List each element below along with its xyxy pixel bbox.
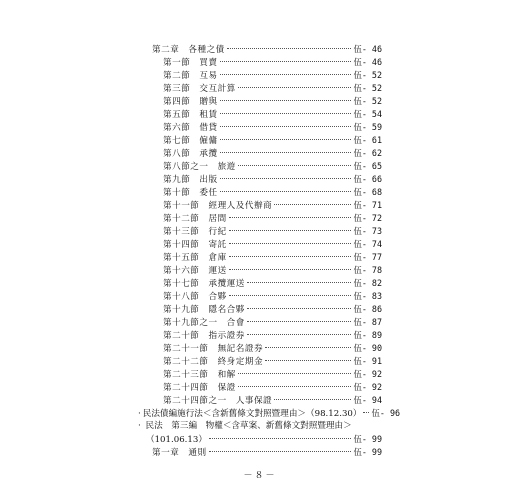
dot-leader [220,74,352,75]
toc-entry [163,173,382,186]
toc-entry-page: 伍- 62 [353,148,382,158]
toc-entry-title: 第三節 交互計算 [163,84,236,94]
dot-leader [220,139,352,140]
toc-entry-title: 第八節之一 旅遊 [163,162,236,172]
toc-entry-page: 伍- 65 [353,161,382,171]
bullet-icon: · [138,409,141,419]
toc-entry [163,108,382,121]
toc-entry-page: 伍- 68 [353,187,382,197]
toc-entry-title: 第十六節 運送 [163,266,227,276]
dot-leader [220,113,352,114]
toc-entry-page: 伍- 90 [353,343,382,353]
toc-entry [163,394,382,407]
toc-entry-title: 第四節 贈與 [163,97,218,107]
toc-entry-title: 民法債編施行法＜含新舊條文對照暨理由＞（98.12.30） [142,409,362,419]
toc-entry-title: 第十九節 隱名合夥 [163,305,245,315]
toc-entry-act [138,407,401,420]
dot-leader [247,321,352,322]
toc-entry [163,160,382,173]
dot-leader [265,347,351,348]
toc-entry-page: 伍- 77 [353,252,382,262]
toc-entry-title: 第七節 僱傭 [163,136,218,146]
dot-leader [227,48,352,49]
toc-entry [163,82,382,95]
toc-entry-continuation [146,433,382,446]
toc-entry-title: 第十四節 寄託 [163,240,227,250]
toc-entry-title: 第十九節之一 合會 [163,318,245,328]
toc-entry-page: 伍- 82 [353,278,382,288]
dot-leader [220,191,352,192]
toc-entry [163,69,382,82]
toc-entry-page: 伍- 89 [353,330,382,340]
toc-entry [163,121,382,134]
toc-entry-page: 伍- 73 [353,226,382,236]
toc-entry-page: 伍- 54 [353,109,382,119]
dot-leader [238,373,352,374]
toc-entry-page: 伍- 96 [371,408,401,418]
toc-entry [163,342,382,355]
toc-entry-title: 第十三節 行紀 [163,227,227,237]
toc-entry-page: 伍- 59 [353,122,382,132]
toc-entry [163,199,382,212]
toc-entry [163,264,382,277]
dot-leader [247,282,352,283]
dot-leader [220,100,352,101]
toc-entry [163,238,382,251]
toc-entry-title: 第二十一節 無記名證券 [163,344,264,354]
toc-entry-title: 第十二節 居間 [163,214,227,224]
toc-entry-title: 第六節 借貸 [163,123,218,133]
dot-leader [229,269,352,270]
dot-leader [229,217,352,218]
toc-entry-page: 伍- 92 [353,382,382,392]
toc-entry-title: 第二十二節 終身定期金 [163,357,264,367]
toc-entry-page: 伍- 87 [353,317,382,327]
dot-leader [209,451,352,452]
toc-entry-page: 伍- 46 [353,57,382,67]
toc-entry-title: 第二節 互易 [163,71,218,81]
toc-entry-title: 第五節 租賃 [163,110,218,120]
dot-leader [274,399,351,400]
toc-entry [163,303,382,316]
toc-entry-title: 第二十四節之一 人事保證 [163,396,273,406]
toc-entry-title: 第一章 通則 [152,448,207,458]
toc-entry-title: 第二章 各種之債 [152,45,225,55]
toc-entry-page: 伍- 66 [353,174,382,184]
toc-entry [163,290,382,303]
toc-entry-page: 伍- 74 [353,239,382,249]
toc-entry-page: 伍- 52 [353,70,382,80]
toc-entry-title: 民法 第三編 物權＜含草案、新舊條文對照暨理由＞ [145,421,352,431]
page-number: －８－ [243,471,277,481]
dot-leader [247,308,352,309]
dot-leader [220,126,352,127]
toc-entry-page: 伍- 52 [353,96,382,106]
toc-entry-page: 伍- 92 [353,369,382,379]
toc-entry-title: 第二十四節 保證 [163,383,236,393]
toc-entry-title: 第十節 委任 [163,188,218,198]
dot-leader [247,334,352,335]
toc-entry-title: 第十八節 合夥 [163,292,227,302]
dot-leader [220,152,352,153]
dot-leader [274,204,351,205]
toc-entry [163,251,382,264]
dot-leader [265,360,351,361]
dot-leader [229,243,352,244]
dot-leader [220,61,352,62]
toc-entry [163,56,382,69]
toc-entry [163,355,382,368]
dot-leader [363,412,369,413]
toc-entry-title: （101.06.13） [146,435,207,445]
toc-entry-title: 第二十節 指示證券 [163,331,245,341]
dot-leader [238,386,352,387]
dot-leader [229,230,352,231]
toc-entry-page: 伍- 72 [353,213,382,223]
toc-entry-chapter [152,446,382,459]
toc-entry [163,134,382,147]
toc-entry [163,381,382,394]
toc-entry-page: 伍- 78 [353,265,382,275]
toc-entry-title: 第十七節 承攬運送 [163,279,245,289]
dot-leader [238,165,352,166]
toc-entry-page: 伍- 61 [353,135,382,145]
toc-entry-page: 伍- 52 [353,83,382,93]
dot-leader [220,178,352,179]
toc-entry [163,368,382,381]
toc-entry-title: 第一節 買賣 [163,58,218,68]
toc-entry [163,147,382,160]
toc-entry-chapter [152,43,382,56]
toc-entry-act [138,420,352,432]
toc-entry-page: 伍- 71 [353,200,382,210]
toc-entry [163,329,382,342]
dot-leader [229,295,352,296]
toc-entry-page: 伍- 86 [353,304,382,314]
toc-entry-page: 伍- 83 [353,291,382,301]
toc-entry [163,186,382,199]
dot-leader [238,87,352,88]
toc-entry-title: 第九節 出版 [163,175,218,185]
toc-entry [163,212,382,225]
toc-entry-page: 伍- 94 [353,395,382,405]
dot-leader [229,256,352,257]
dot-leader [209,438,352,439]
toc-entry [163,95,382,108]
toc-entry [163,277,382,290]
toc-entry [163,225,382,238]
toc-entry-title: 第十五節 倉庫 [163,253,227,263]
toc-entry-page: 伍- 46 [353,44,382,54]
toc-entry-page: 伍- 99 [353,447,382,457]
toc-entry [163,316,382,329]
bullet-icon: · [138,421,141,431]
toc-entry-page: 伍- 91 [353,356,382,366]
toc-entry-title: 第八節 承攬 [163,149,218,159]
toc-entry-page: 伍- 99 [353,434,382,444]
toc-entry-title: 第十一節 經理人及代辦商 [163,201,273,211]
toc-entry-title: 第二十三節 和解 [163,370,236,380]
